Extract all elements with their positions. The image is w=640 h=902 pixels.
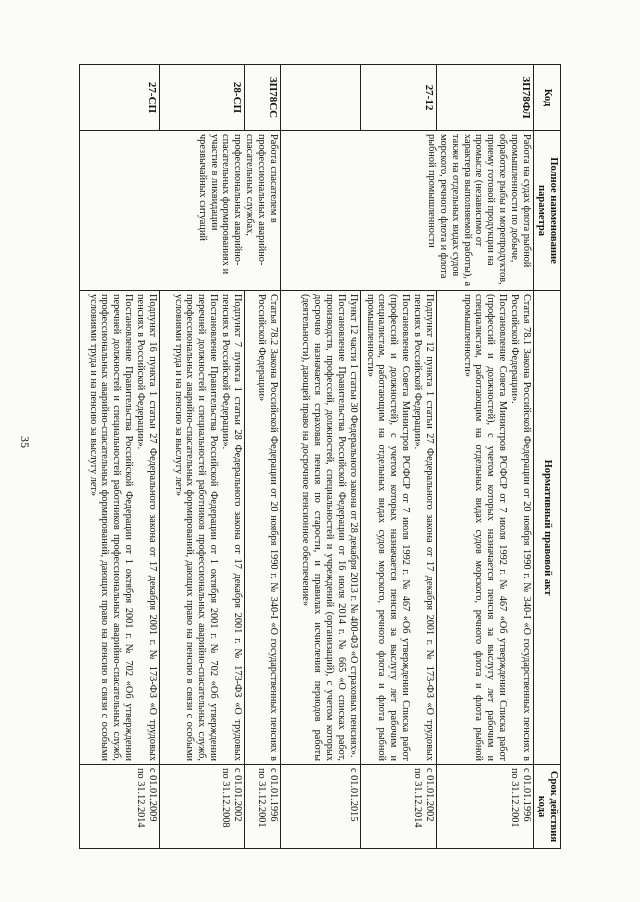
row-period	[436, 765, 533, 849]
act-paragraph: Подпункт 7 пункта 1 статьи 28 Федерального закона от 17 декабря 2001 г. № 173-ФЗ «О трудовых пенсиях в Российской Федерации».	[219, 294, 243, 761]
act-paragraph: Постановление Правительства Российской Федерации от 16 июля 2014 г. № 665 «О списках работ, производств, профессий, должностей, специальностей и учреждений (организаций), с учетом которых досрочно назначается страховая пенсия по старости, и правилах исчисления периодов работы (деятельности), дающей право на досрочное пенсионное обеспечение»	[300, 294, 347, 761]
period-start: с 01.01.1996	[520, 768, 532, 822]
act-paragraph: Постановление Совета Министров РСФСР от 7 июля 1992 г. № 467 «Об утверждении Списка работ (профессий и должностей), с учетом которых назначается пенсия за выслугу лет рабочим и специалистам, работающим на отдельных видах судов морского, речного флота и флота рыбной промышленности»	[364, 294, 411, 761]
act-paragraph: Пункт 12 части 1 статьи 30 Федерального закона от 28 декабря 2013 г. № 400-ФЗ «О страховых пенсиях».	[347, 294, 359, 758]
row-name: Работа на судах флота рыбной промышленности по добыче, обработке рыбы и морепродуктов, приему готовой продукции на промысле (независимо от характера выполняемой работы), а также на отдельных видах судов морского, речного флота и флота рыбной промышленности	[280, 131, 533, 291]
period-start: с 01.01.2002	[423, 768, 435, 822]
row-act	[436, 291, 533, 765]
act-paragraph: Статья 78.1 Закона Российской Федерации от 20 ноября 1990 г. № 340-I «О государственных пенсиях в Российской Федерации».	[508, 294, 532, 761]
row-act	[360, 291, 436, 765]
row-period	[244, 765, 280, 849]
period-start: с 01.01.2009	[146, 768, 158, 822]
page-number: 35	[18, 436, 32, 448]
table-header-row	[533, 65, 560, 849]
row-code: ЗП78СС	[244, 65, 280, 131]
header-name: Полное наименование параметра	[533, 131, 560, 291]
codes-table	[79, 64, 561, 849]
row-act	[244, 291, 280, 765]
row-act	[79, 291, 159, 765]
period-start: с 01.01.1996	[267, 768, 279, 822]
act-paragraph: Статья 78.2 Закона Российской Федерации от 20 ноября 1990 г. № 340-I «О государственных пенсиях в Российской Федерации»	[255, 294, 279, 761]
period-start: с 01.01.2002	[231, 768, 243, 822]
period-start: с 01.01.2015	[347, 768, 359, 822]
act-paragraph: Постановление Совета Министров РСФСР от 7 июля 1992 г. № 467 «Об утверждении Списка работ (профессий и должностей), с учетом которых назначается пенсия за выслугу лет рабочим и специалистам, работающим на отдельных видах судов морского, речного флота и флота рыбной промышленности»	[461, 294, 508, 761]
act-paragraph: Постановление Правительства Российской Федерации от 1 октября 2001 г. № 702 «Об утверждении перечней должностей и специальностей работников профессиональных аварийно-спасательных служб, профессиональных аварийно-спасательных формирований, дающих право на пенсию в связи с особыми условиями труда и на пенсию за выслугу лет»	[87, 294, 134, 761]
row-code: ЗП78ФЛ	[436, 65, 533, 131]
period-end: по 31.12.2014	[411, 768, 423, 828]
act-paragraph: Подпункт 12 пункта 1 статьи 27 Федерального закона от 17 декабря 2001 г. № 173-ФЗ «О трудовых пенсиях в Российской Федерации».	[411, 294, 435, 761]
row-code: 27-12	[360, 65, 436, 131]
row-period	[280, 765, 360, 849]
act-paragraph: Постановление Правительства Российской Федерации от 1 октября 2001 г. № 702 «Об утверждении перечней должностей и специальностей работников профессиональных аварийно-спасательных служб, профессиональных аварийно-спасательных формирований, дающих право на пенсию в связи с особыми условиями труда и на пенсию за выслугу лет»	[172, 294, 219, 761]
header-code: Код	[533, 65, 560, 131]
row-act	[159, 291, 244, 765]
table-row	[244, 65, 280, 849]
header-period: Срок действия кода	[533, 765, 560, 849]
row-name: Работа спасателем в профессиональных аварийно-спасательных службах, профессиональных аварийно-спасательных формированиях и участие в ликвидации чрезвычайных ситуаций	[79, 131, 280, 291]
period-end: по 31.12.2008	[219, 768, 231, 828]
period-end: по 31.12.2001	[508, 768, 520, 828]
header-act: Нормативный правовой акт	[533, 291, 560, 765]
row-act	[280, 291, 360, 765]
row-period	[79, 765, 159, 849]
row-code	[280, 65, 360, 131]
act-paragraph: Подпункт 16 пункта 1 статьи 27 Федерального закона от 17 декабря 2001 г. № 173-ФЗ «О трудовых пенсиях в Российской Федерации».	[134, 294, 158, 761]
table-row	[436, 65, 533, 849]
row-code: 28-СП	[159, 65, 244, 131]
row-period	[360, 765, 436, 849]
row-period	[159, 765, 244, 849]
period-end: по 31.12.2014	[134, 768, 146, 828]
period-end: по 31.12.2001	[255, 768, 267, 828]
rotated-page	[81, 64, 561, 848]
row-code: 27-СП	[79, 65, 159, 131]
